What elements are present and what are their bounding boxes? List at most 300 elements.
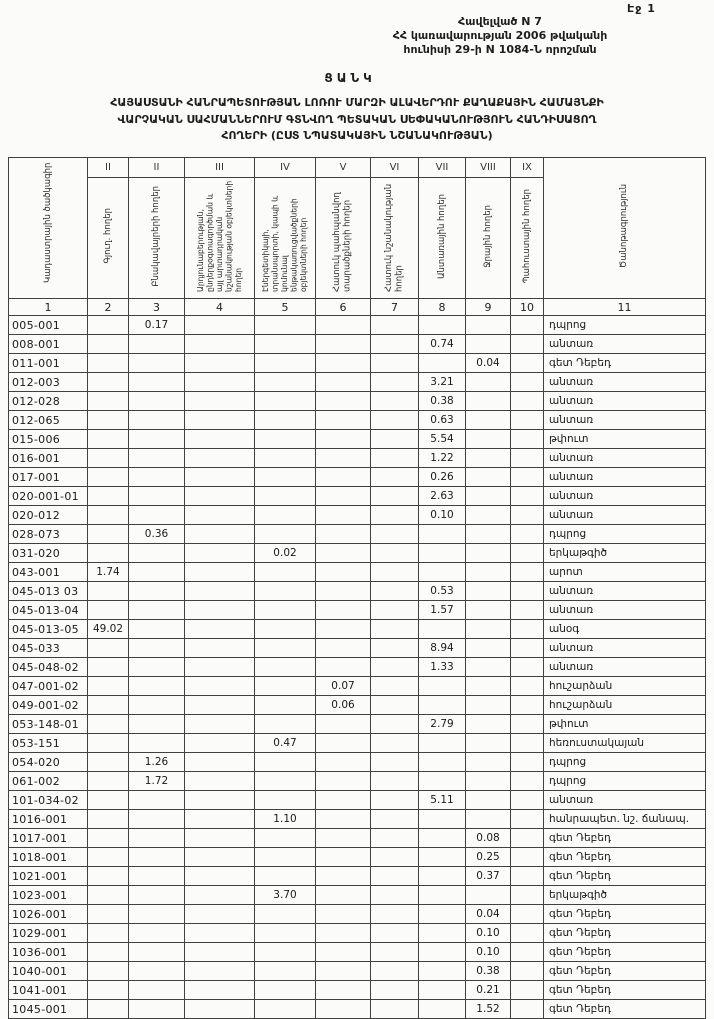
- table-body: [9, 316, 706, 1019]
- area-value-cell-col3: [129, 544, 185, 563]
- area-value-cell-col5: [255, 943, 316, 962]
- note-cell: անտառ: [544, 411, 706, 430]
- title-line: ՀՈՂԵՐԻ (ԸՍՏ ՆՊԱՏԱԿԱՅԻՆ ՆՇԱՆԱԿՈՒԹՅԱՆ): [221, 129, 493, 142]
- area-value-cell-col4: [185, 506, 255, 525]
- area-value-cell-col7: [371, 905, 419, 924]
- table-row: [9, 1000, 706, 1019]
- area-value-cell-col3: [129, 1000, 185, 1019]
- area-value-cell-col2: [88, 658, 129, 677]
- area-value-cell-col10: [511, 411, 544, 430]
- table-row: [9, 886, 706, 905]
- area-value-cell-col3: [129, 734, 185, 753]
- table-row: [9, 354, 706, 373]
- area-value-cell-col5: [255, 354, 316, 373]
- cadastral-code-cell: 061-002: [9, 772, 88, 791]
- cadastral-code-cell: 1016-001: [9, 810, 88, 829]
- area-value-cell-col7: [371, 316, 419, 335]
- cadastral-code-cell: 1029-001: [9, 924, 88, 943]
- area-value-cell-col3: [129, 506, 185, 525]
- area-value-cell-col9: [466, 335, 511, 354]
- area-value-cell-col4: [185, 715, 255, 734]
- area-value-cell-col3: 1.72: [129, 772, 185, 791]
- note-cell: դպրոց: [544, 772, 706, 791]
- area-value-cell-col7: [371, 335, 419, 354]
- area-value-cell-col7: [371, 620, 419, 639]
- area-value-cell-col4: [185, 962, 255, 981]
- area-value-cell-col5: [255, 867, 316, 886]
- note-cell: գետ Դեբեդ: [544, 1000, 706, 1019]
- area-value-cell-col3: [129, 696, 185, 715]
- area-value-cell-col4: [185, 620, 255, 639]
- area-value-cell-col6: [316, 373, 371, 392]
- table-row: [9, 335, 706, 354]
- col-header-protected-areas: Հատուկ պահպանվող տարածքների հողեր: [316, 178, 371, 299]
- cadastral-code-cell: 015-006: [9, 430, 88, 449]
- note-cell: գետ Դեբեդ: [544, 354, 706, 373]
- area-value-cell-col2: [88, 734, 129, 753]
- area-value-cell-col6: [316, 924, 371, 943]
- cadastral-code-cell: 028-073: [9, 525, 88, 544]
- roman-numeral: IX: [511, 158, 544, 178]
- area-value-cell-col8: [419, 544, 466, 563]
- note-cell: գետ Դեբեդ: [544, 962, 706, 981]
- column-number: 3: [129, 299, 185, 316]
- column-number: 5: [255, 299, 316, 316]
- area-value-cell-col4: [185, 354, 255, 373]
- area-value-cell-col10: [511, 392, 544, 411]
- cadastral-code-cell: 012-003: [9, 373, 88, 392]
- area-value-cell-col10: [511, 601, 544, 620]
- area-value-cell-col10: [511, 981, 544, 1000]
- area-value-cell-col10: [511, 506, 544, 525]
- area-value-cell-col8: [419, 886, 466, 905]
- area-value-cell-col3: [129, 449, 185, 468]
- area-value-cell-col2: [88, 886, 129, 905]
- table-row: [9, 544, 706, 563]
- area-value-cell-col9: [466, 392, 511, 411]
- area-value-cell-col5: 3.70: [255, 886, 316, 905]
- table-row: [9, 639, 706, 658]
- note-cell: թփուտ: [544, 430, 706, 449]
- area-value-cell-col10: [511, 886, 544, 905]
- area-value-cell-col2: [88, 468, 129, 487]
- area-value-cell-col2: [88, 582, 129, 601]
- area-value-cell-col9: 0.10: [466, 924, 511, 943]
- area-value-cell-col5: [255, 905, 316, 924]
- area-value-cell-col8: 0.53: [419, 582, 466, 601]
- area-value-cell-col5: [255, 601, 316, 620]
- column-number: 10: [511, 299, 544, 316]
- area-value-cell-col4: [185, 1000, 255, 1019]
- table-row: [9, 620, 706, 639]
- area-value-cell-col6: [316, 392, 371, 411]
- area-value-cell-col5: [255, 829, 316, 848]
- column-number: 9: [466, 299, 511, 316]
- area-value-cell-col4: [185, 848, 255, 867]
- note-cell: հանրապետ. նշ. ճանապ.: [544, 810, 706, 829]
- area-value-cell-col9: 0.37: [466, 867, 511, 886]
- note-cell: անօգ: [544, 620, 706, 639]
- cadastral-code-cell: 008-001: [9, 335, 88, 354]
- area-value-cell-col7: [371, 981, 419, 1000]
- area-value-cell-col8: 0.74: [419, 335, 466, 354]
- area-value-cell-col4: [185, 829, 255, 848]
- table-row: [9, 468, 706, 487]
- area-value-cell-col4: [185, 582, 255, 601]
- area-value-cell-col8: [419, 354, 466, 373]
- area-value-cell-col4: [185, 753, 255, 772]
- area-value-cell-col5: 1.10: [255, 810, 316, 829]
- area-value-cell-col2: [88, 810, 129, 829]
- area-value-cell-col2: 1.74: [88, 563, 129, 582]
- area-value-cell-col7: [371, 411, 419, 430]
- area-value-cell-col5: [255, 620, 316, 639]
- area-value-cell-col9: [466, 715, 511, 734]
- area-value-cell-col3: [129, 392, 185, 411]
- area-value-cell-col8: 3.21: [419, 373, 466, 392]
- area-value-cell-col2: [88, 1000, 129, 1019]
- cadastral-code-cell: 045-048-02: [9, 658, 88, 677]
- appendix-line: հունիսի 29-ի N 1084-Ն որոշման: [403, 43, 597, 56]
- area-value-cell-col9: [466, 582, 511, 601]
- area-value-cell-col9: [466, 563, 511, 582]
- area-value-cell-col6: [316, 468, 371, 487]
- area-value-cell-col6: [316, 430, 371, 449]
- area-value-cell-col10: [511, 696, 544, 715]
- area-value-cell-col3: [129, 658, 185, 677]
- area-value-cell-col10: [511, 582, 544, 601]
- area-value-cell-col4: [185, 696, 255, 715]
- area-value-cell-col3: [129, 601, 185, 620]
- area-value-cell-col4: [185, 677, 255, 696]
- area-value-cell-col7: [371, 468, 419, 487]
- area-value-cell-col10: [511, 848, 544, 867]
- area-value-cell-col10: [511, 487, 544, 506]
- area-value-cell-col4: [185, 810, 255, 829]
- area-value-cell-col9: [466, 544, 511, 563]
- cadastral-code-cell: 045-033: [9, 639, 88, 658]
- page-number: Էջ 1: [627, 2, 656, 15]
- table-row: [9, 658, 706, 677]
- area-value-cell-col3: [129, 620, 185, 639]
- area-value-cell-col4: [185, 468, 255, 487]
- area-value-cell-col2: [88, 772, 129, 791]
- table-row: [9, 563, 706, 582]
- col-header-reserve: Պահուստային հողեր: [511, 178, 544, 299]
- area-value-cell-col7: [371, 506, 419, 525]
- area-value-cell-col5: [255, 715, 316, 734]
- note-cell: գետ Դեբեդ: [544, 905, 706, 924]
- col-header-notes: Ծանոթագրություն: [544, 158, 706, 299]
- table-row: [9, 715, 706, 734]
- area-value-cell-col7: [371, 696, 419, 715]
- area-value-cell-col2: [88, 354, 129, 373]
- area-value-cell-col2: [88, 601, 129, 620]
- area-value-cell-col4: [185, 392, 255, 411]
- area-value-cell-col10: [511, 373, 544, 392]
- area-value-cell-col8: 8.94: [419, 639, 466, 658]
- area-value-cell-col9: [466, 468, 511, 487]
- note-cell: գետ Դեբեդ: [544, 848, 706, 867]
- cadastral-code-cell: 1018-001: [9, 848, 88, 867]
- table-row: [9, 848, 706, 867]
- area-value-cell-col5: [255, 772, 316, 791]
- area-value-cell-col6: [316, 905, 371, 924]
- table-row: [9, 810, 706, 829]
- area-value-cell-col3: [129, 411, 185, 430]
- note-cell: անտառ: [544, 506, 706, 525]
- area-value-cell-col8: [419, 943, 466, 962]
- area-value-cell-col2: [88, 753, 129, 772]
- area-value-cell-col3: [129, 582, 185, 601]
- table-row: [9, 829, 706, 848]
- area-value-cell-col2: [88, 430, 129, 449]
- cadastral-code-cell: 016-001: [9, 449, 88, 468]
- table-row: [9, 962, 706, 981]
- area-value-cell-col2: [88, 715, 129, 734]
- area-value-cell-col9: [466, 506, 511, 525]
- area-value-cell-col2: [88, 848, 129, 867]
- note-cell: անտառ: [544, 658, 706, 677]
- area-value-cell-col6: [316, 658, 371, 677]
- area-value-cell-col6: [316, 829, 371, 848]
- area-value-cell-col5: [255, 848, 316, 867]
- cadastral-code-cell: 053-151: [9, 734, 88, 753]
- area-value-cell-col5: [255, 392, 316, 411]
- col-header-energy-transport: Էներգետիկայի, տրանսպորտի, կապի և կոմունալ ենթակառուցվածքների օբյեկտների հողեր: [255, 178, 316, 299]
- cadastral-code-cell: 1023-001: [9, 886, 88, 905]
- area-value-cell-col10: [511, 1000, 544, 1019]
- area-value-cell-col7: [371, 848, 419, 867]
- roman-numeral: II: [88, 158, 129, 178]
- area-value-cell-col2: [88, 544, 129, 563]
- note-cell: անտառ: [544, 601, 706, 620]
- note-cell: անտառ: [544, 582, 706, 601]
- area-value-cell-col8: 5.11: [419, 791, 466, 810]
- note-cell: հուշարձան: [544, 677, 706, 696]
- area-value-cell-col6: [316, 867, 371, 886]
- area-value-cell-col5: [255, 411, 316, 430]
- note-cell: գետ Դեբեդ: [544, 924, 706, 943]
- area-value-cell-col4: [185, 373, 255, 392]
- table-row: [9, 753, 706, 772]
- area-value-cell-col6: 0.07: [316, 677, 371, 696]
- area-value-cell-col4: [185, 791, 255, 810]
- area-value-cell-col3: [129, 354, 185, 373]
- roman-numeral-row: [9, 158, 706, 178]
- roman-numeral: VIII: [466, 158, 511, 178]
- area-value-cell-col2: [88, 506, 129, 525]
- area-value-cell-col3: 0.17: [129, 316, 185, 335]
- cadastral-code-cell: 1040-001: [9, 962, 88, 981]
- area-value-cell-col5: [255, 753, 316, 772]
- area-value-cell-col3: [129, 943, 185, 962]
- note-cell: երկաթգիծ: [544, 544, 706, 563]
- table-row: [9, 506, 706, 525]
- cadastral-code-cell: 054-020: [9, 753, 88, 772]
- area-value-cell-col9: [466, 601, 511, 620]
- table-row: [9, 791, 706, 810]
- area-value-cell-col8: [419, 525, 466, 544]
- cadastral-code-cell: 045-013-04: [9, 601, 88, 620]
- area-value-cell-col3: 1.26: [129, 753, 185, 772]
- area-value-cell-col5: [255, 430, 316, 449]
- area-value-cell-col6: [316, 563, 371, 582]
- area-value-cell-col10: [511, 316, 544, 335]
- table-row: [9, 696, 706, 715]
- area-value-cell-col7: [371, 962, 419, 981]
- table-row: [9, 867, 706, 886]
- note-cell: անտառ: [544, 487, 706, 506]
- area-value-cell-col5: [255, 316, 316, 335]
- area-value-cell-col5: [255, 487, 316, 506]
- area-value-cell-col8: 0.38: [419, 392, 466, 411]
- area-value-cell-col7: [371, 582, 419, 601]
- area-value-cell-col10: [511, 563, 544, 582]
- area-value-cell-col2: [88, 639, 129, 658]
- document-title: [24, 95, 690, 145]
- area-value-cell-col6: [316, 943, 371, 962]
- cadastral-code-cell: 031-020: [9, 544, 88, 563]
- area-value-cell-col4: [185, 449, 255, 468]
- area-value-cell-col10: [511, 430, 544, 449]
- area-value-cell-col3: [129, 487, 185, 506]
- area-value-cell-col2: [88, 962, 129, 981]
- area-value-cell-col9: [466, 658, 511, 677]
- area-value-cell-col5: [255, 791, 316, 810]
- area-value-cell-col2: [88, 677, 129, 696]
- area-value-cell-col8: [419, 753, 466, 772]
- area-value-cell-col5: [255, 506, 316, 525]
- area-value-cell-col8: 1.22: [419, 449, 466, 468]
- cadastral-code-cell: 047-001-02: [9, 677, 88, 696]
- area-value-cell-col10: [511, 734, 544, 753]
- area-value-cell-col8: [419, 677, 466, 696]
- area-value-cell-col7: [371, 601, 419, 620]
- note-cell: հուշարձան: [544, 696, 706, 715]
- note-cell: անտառ: [544, 468, 706, 487]
- area-value-cell-col7: [371, 544, 419, 563]
- area-value-cell-col7: [371, 753, 419, 772]
- area-value-cell-col8: [419, 810, 466, 829]
- area-value-cell-col3: [129, 924, 185, 943]
- area-value-cell-col7: [371, 658, 419, 677]
- col-header-forest: Անտառային հողեր: [419, 178, 466, 299]
- area-value-cell-col10: [511, 544, 544, 563]
- area-value-cell-col6: [316, 316, 371, 335]
- area-value-cell-col8: 1.33: [419, 658, 466, 677]
- area-value-cell-col9: [466, 487, 511, 506]
- area-value-cell-col2: [88, 696, 129, 715]
- area-value-cell-col4: [185, 734, 255, 753]
- area-value-cell-col8: 2.63: [419, 487, 466, 506]
- area-value-cell-col9: [466, 639, 511, 658]
- cadastral-code-cell: 045-013 03: [9, 582, 88, 601]
- area-value-cell-col5: [255, 525, 316, 544]
- area-value-cell-col3: [129, 468, 185, 487]
- table-row: [9, 772, 706, 791]
- area-value-cell-col6: [316, 753, 371, 772]
- roman-numeral: III: [185, 158, 255, 178]
- area-value-cell-col3: [129, 715, 185, 734]
- roman-numeral: VI: [371, 158, 419, 178]
- note-cell: գետ Դեբեդ: [544, 943, 706, 962]
- area-value-cell-col9: 1.52: [466, 1000, 511, 1019]
- column-number: 7: [371, 299, 419, 316]
- cadastral-code-cell: 101-034-02: [9, 791, 88, 810]
- table-row: [9, 981, 706, 1000]
- note-cell: գետ Դեբեդ: [544, 829, 706, 848]
- area-value-cell-col2: [88, 316, 129, 335]
- area-value-cell-col2: [88, 924, 129, 943]
- area-value-cell-col7: [371, 867, 419, 886]
- cadastral-code-cell: 012-065: [9, 411, 88, 430]
- area-value-cell-col9: [466, 411, 511, 430]
- roman-numeral: VII: [419, 158, 466, 178]
- area-value-cell-col10: [511, 791, 544, 810]
- area-value-cell-col5: [255, 1000, 316, 1019]
- area-value-cell-col9: 0.10: [466, 943, 511, 962]
- area-value-cell-col3: [129, 810, 185, 829]
- area-value-cell-col3: [129, 563, 185, 582]
- area-value-cell-col2: [88, 335, 129, 354]
- area-value-cell-col9: 0.25: [466, 848, 511, 867]
- col-header-water: Ջրային հողեր: [466, 178, 511, 299]
- area-value-cell-col2: [88, 867, 129, 886]
- area-value-cell-col5: [255, 582, 316, 601]
- area-value-cell-col6: [316, 791, 371, 810]
- area-value-cell-col9: [466, 620, 511, 639]
- area-value-cell-col2: 49.02: [88, 620, 129, 639]
- area-value-cell-col5: [255, 924, 316, 943]
- cadastral-code-cell: 045-013-05: [9, 620, 88, 639]
- table-row: [9, 449, 706, 468]
- area-value-cell-col8: [419, 734, 466, 753]
- area-value-cell-col7: [371, 430, 419, 449]
- area-value-cell-col4: [185, 639, 255, 658]
- col-header-industrial: Արդյունաբերության, ընդերքօգտագործման և այլ արտադրական նշանակության օբյեկտների հողեր: [185, 178, 255, 299]
- area-value-cell-col2: [88, 411, 129, 430]
- area-value-cell-col9: [466, 316, 511, 335]
- area-value-cell-col10: [511, 867, 544, 886]
- area-value-cell-col10: [511, 639, 544, 658]
- cadastral-code-cell: 011-001: [9, 354, 88, 373]
- area-value-cell-col3: 0.36: [129, 525, 185, 544]
- area-value-cell-col7: [371, 810, 419, 829]
- area-value-cell-col8: [419, 563, 466, 582]
- area-value-cell-col8: [419, 867, 466, 886]
- area-value-cell-col8: 1.57: [419, 601, 466, 620]
- area-value-cell-col6: [316, 335, 371, 354]
- note-cell: հեռուստակայան: [544, 734, 706, 753]
- cadastral-code-cell: 020-012: [9, 506, 88, 525]
- table-row: [9, 601, 706, 620]
- area-value-cell-col3: [129, 335, 185, 354]
- area-value-cell-col5: [255, 696, 316, 715]
- cadastral-code-cell: 020-001-01: [9, 487, 88, 506]
- cadastral-code-cell: 017-001: [9, 468, 88, 487]
- area-value-cell-col4: [185, 411, 255, 430]
- area-value-cell-col6: [316, 848, 371, 867]
- area-value-cell-col3: [129, 639, 185, 658]
- area-value-cell-col6: [316, 449, 371, 468]
- area-value-cell-col3: [129, 867, 185, 886]
- col-header-special-purpose: Հատուկ նշանակության հողեր: [371, 178, 419, 299]
- area-value-cell-col5: 0.02: [255, 544, 316, 563]
- area-value-cell-col5: [255, 677, 316, 696]
- note-cell: գետ Դեբեդ: [544, 981, 706, 1000]
- area-value-cell-col7: [371, 772, 419, 791]
